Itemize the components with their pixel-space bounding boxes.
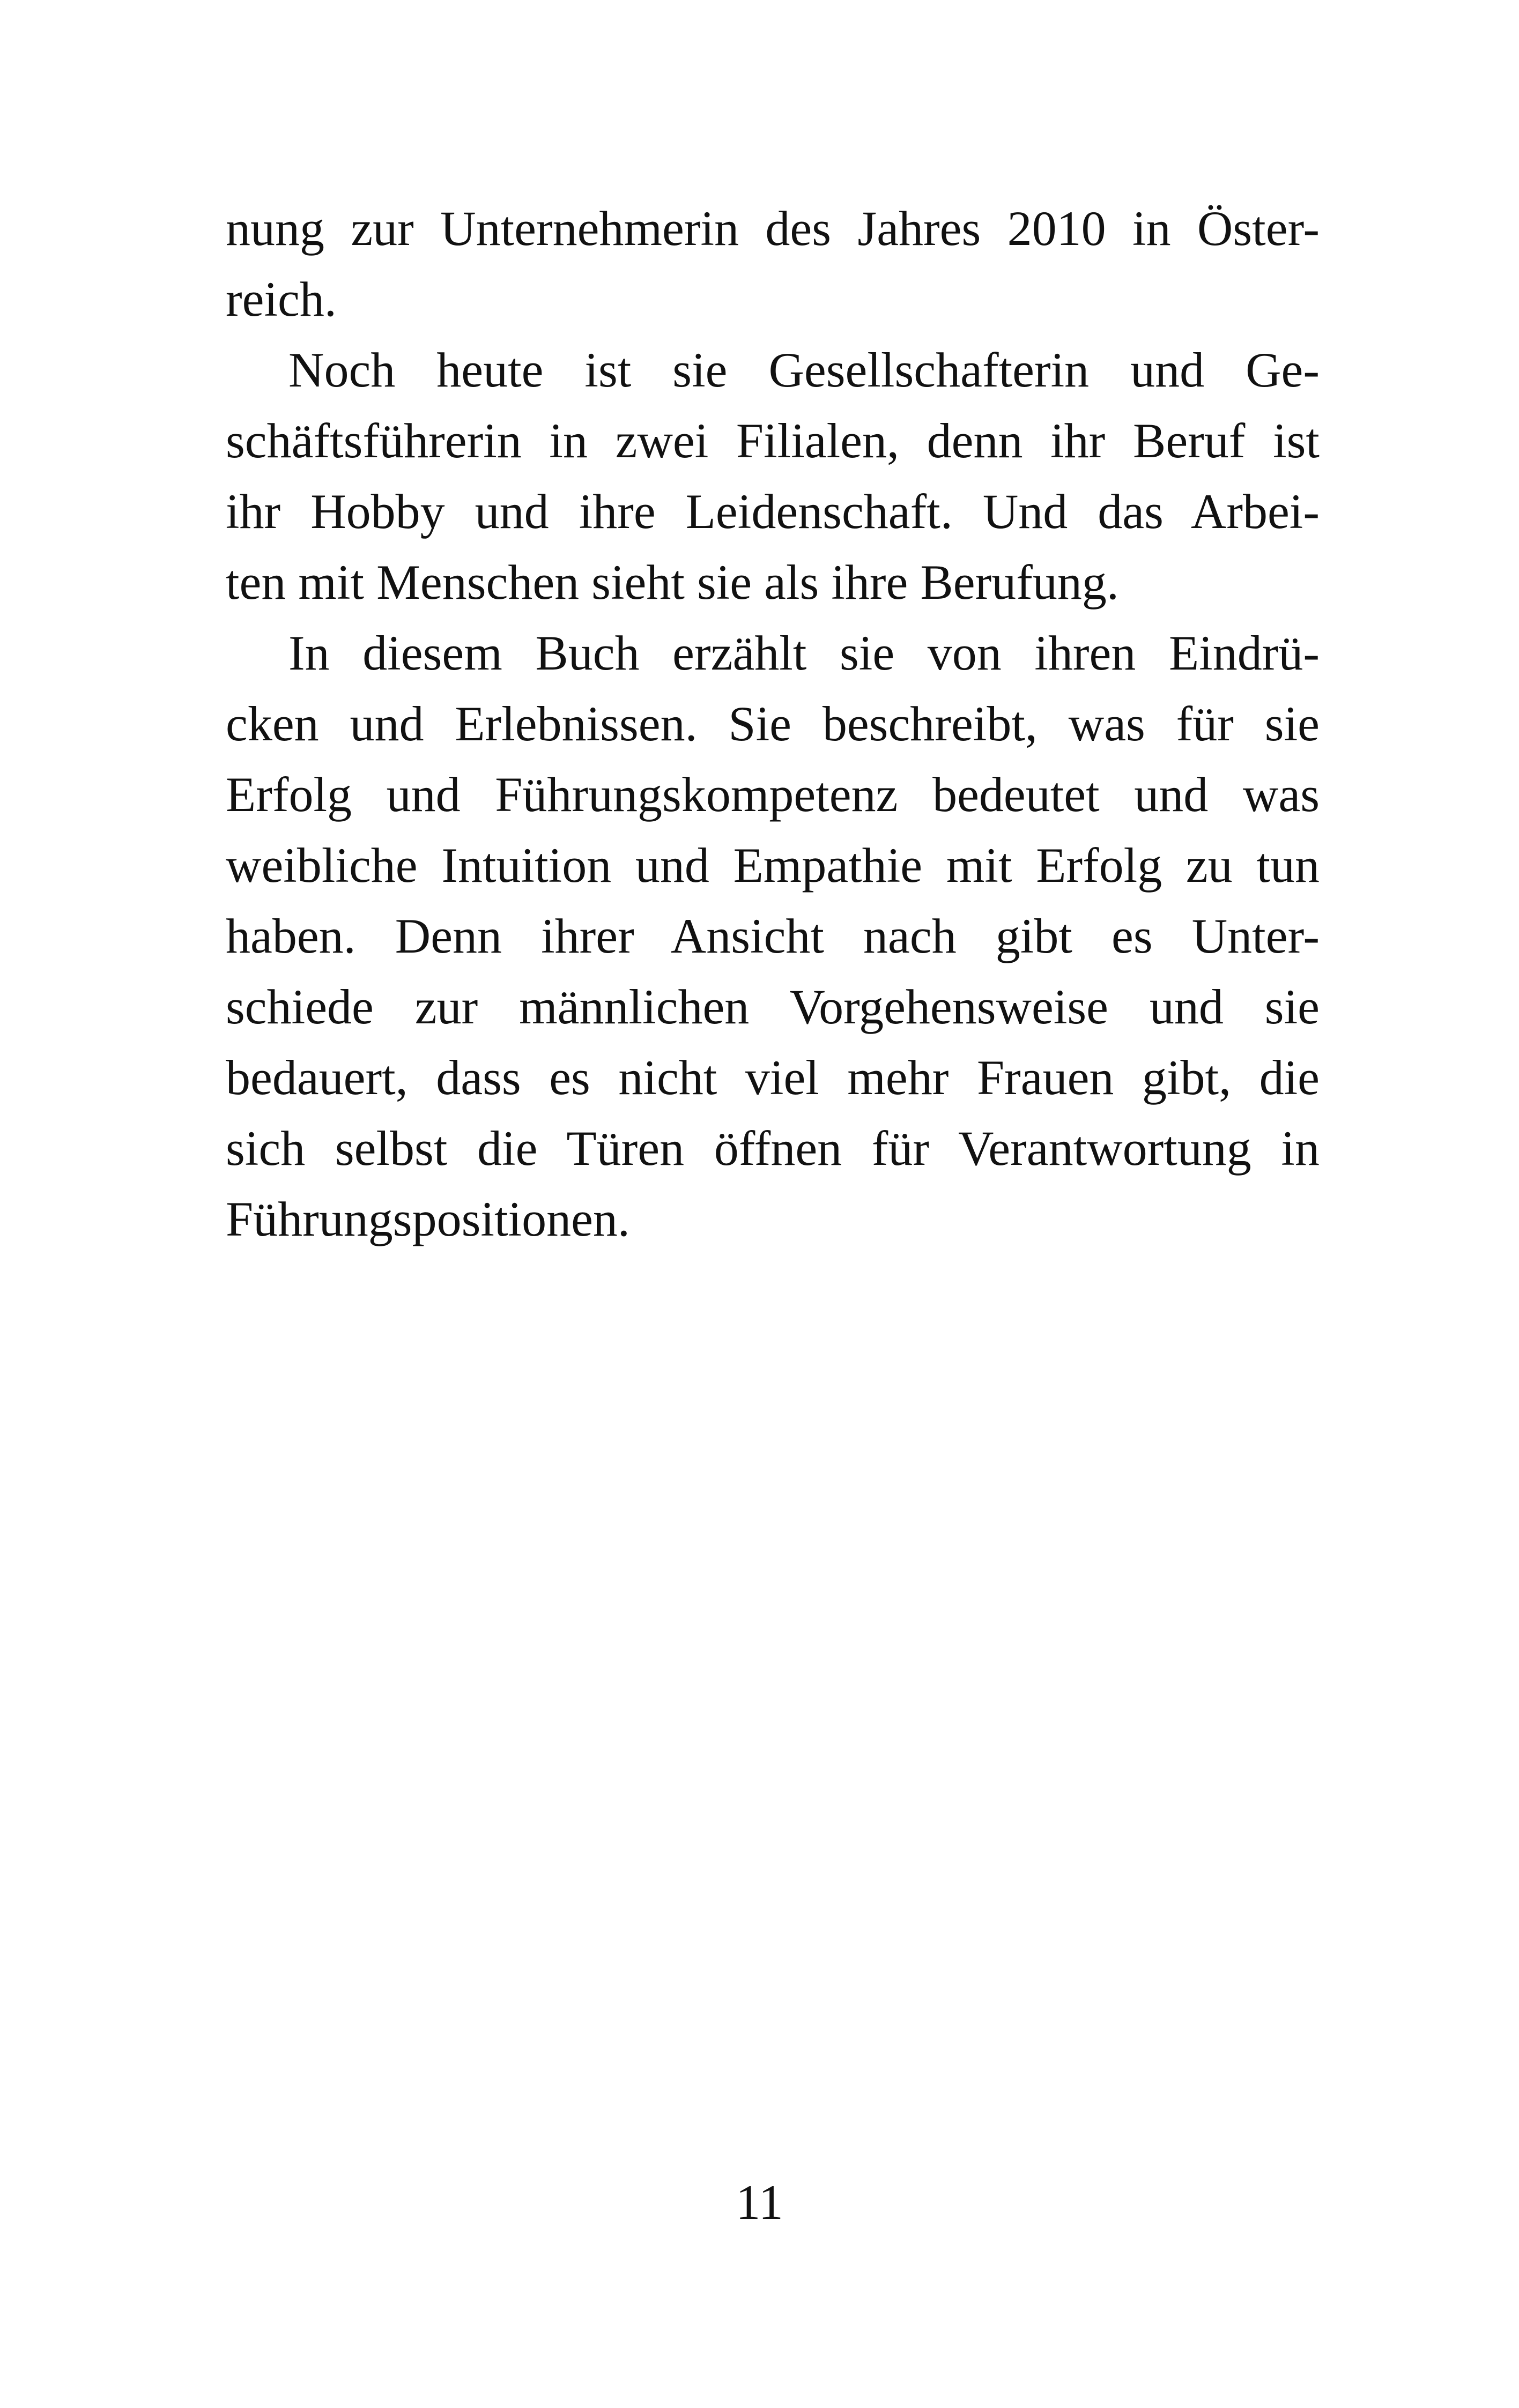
text-line: ten mit Menschen sieht sie als ihre Berufung. (226, 555, 1119, 610)
page-number: 11 (736, 2175, 783, 2229)
text-line: weibliche Intuition und Empathie mit Erfolg zu tun (226, 838, 1320, 893)
text-line: schiede zur männlichen Vorgehensweise und sie (226, 979, 1320, 1034)
text-line: nung zur Unternehmerin des Jahres 2010 in Öster- (226, 201, 1320, 256)
body-text (226, 193, 1320, 1254)
text-line: cken und Erlebnissen. Sie beschreibt, was für sie (226, 696, 1320, 751)
text-line: Erfolg und Führungskompetenz bedeutet und was (226, 767, 1320, 822)
text-line: Noch heute ist sie Gesellschafterin und Ge- (288, 343, 1320, 397)
text-line: Führungspositionen. (226, 1192, 630, 1246)
text-line: reich. (226, 272, 337, 326)
text-line: In diesem Buch erzählt sie von ihren Eindrü- (288, 626, 1320, 680)
text-line: sich selbst die Türen öffnen für Verantwortung in (226, 1121, 1320, 1176)
text-line: schäftsführerin in zwei Filialen, denn ihr Beruf ist (226, 413, 1320, 468)
text-line: haben. Denn ihrer Ansicht nach gibt es Unter- (226, 909, 1320, 963)
text-line: bedauert, dass es nicht viel mehr Frauen gibt, die (226, 1050, 1320, 1105)
text-line: ihr Hobby und ihre Leidenschaft. Und das Arbei- (226, 484, 1320, 539)
